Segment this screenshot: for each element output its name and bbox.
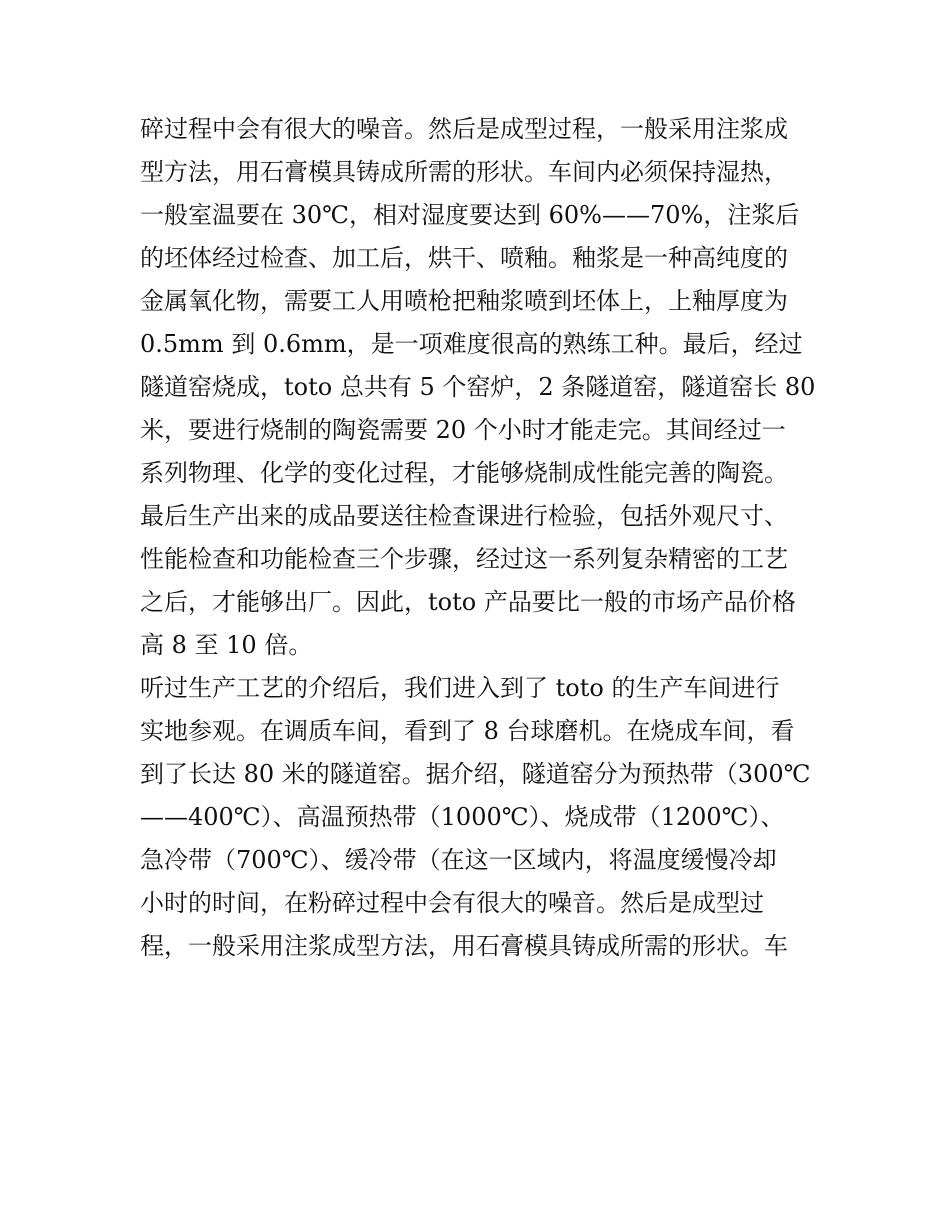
body-text: [140, 108, 820, 968]
text-line: 到了长达 80 米的隧道窑。据介绍，隧道窑分为预热带（300℃: [140, 760, 811, 788]
text-line: 小时的时间，在粉碎过程中会有很大的噪音。然后是成型过: [140, 889, 764, 917]
text-line: 的坯体经过检查、加工后，烘干、喷釉。釉浆是一种高纯度的: [140, 244, 788, 272]
text-line: 一般室温要在 30℃，相对湿度要达到 60%——70%，注浆后: [140, 201, 800, 229]
text-line: 急冷带（700℃）、缓冷带（在这一区域内，将温度缓慢冷却: [140, 846, 777, 874]
text-line: 程，一般采用注浆成型方法，用石膏模具铸成所需的形状。车: [140, 932, 788, 960]
text-line: ——400℃）、高温预热带（1000℃）、烧成带（1200℃）、: [140, 803, 785, 831]
text-line: 性能检查和功能检查三个步骤，经过这一系列复杂精密的工艺: [140, 545, 788, 573]
text-line: 隧道窑烧成，toto 总共有 5 个窑炉，2 条隧道窑，隧道窑长 80: [140, 373, 816, 401]
text-line: 型方法，用石膏模具铸成所需的形状。车间内必须保持湿热，: [140, 158, 788, 186]
text-line: 高 8 至 10 倍。: [140, 631, 313, 659]
text-line: 金属氧化物，需要工人用喷枪把釉浆喷到坯体上，上釉厚度为: [140, 287, 788, 315]
text-line: 米，要进行烧制的陶瓷需要 20 个小时才能走完。其间经过一: [140, 416, 786, 444]
text-line: 实地参观。在调质车间，看到了 8 台球磨机。在烧成车间，看: [140, 717, 795, 745]
text-line: 碎过程中会有很大的噪音。然后是成型过程，一般采用注浆成: [140, 115, 788, 143]
text-line: 0.5mm 到 0.6mm，是一项难度很高的熟练工种。最后，经过: [140, 330, 803, 358]
text-line: 系列物理、化学的变化过程，才能够烧制成性能完善的陶瓷。: [140, 459, 788, 487]
text-line: 最后生产出来的成品要送往检查课进行检验，包括外观尺寸、: [140, 502, 788, 530]
text-line: 之后，才能够出厂。因此，toto 产品要比一般的市场产品价格: [140, 588, 796, 616]
text-line: 听过生产工艺的介绍后，我们进入到了 toto 的生产车间进行: [140, 674, 780, 702]
